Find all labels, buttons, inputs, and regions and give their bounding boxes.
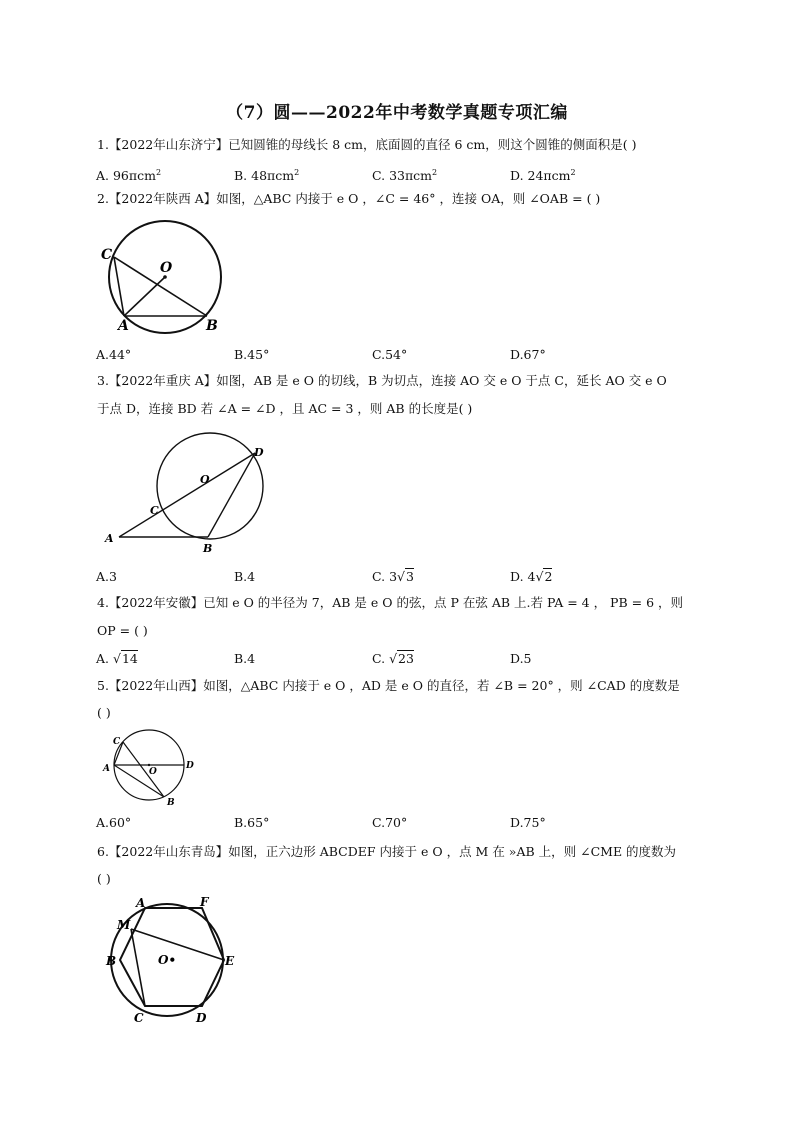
page-title: （7）圆——2022年中考数学真题专项汇编: [226, 103, 568, 123]
q4-option-d: D.5: [510, 651, 532, 666]
q3-circle: [157, 433, 263, 539]
q3-option-d: D. 4√2: [510, 569, 553, 584]
q4-option-c: C. √23: [372, 651, 414, 666]
q6-label-e: E: [225, 954, 235, 968]
q5-segment-cb: [123, 742, 164, 797]
q2-label-a: A: [118, 318, 129, 334]
q1-option-c: C. 33πcm$^2$: [372, 168, 438, 183]
question-5-stem-line-2: ( ): [97, 705, 111, 720]
q6-label-o: O•: [158, 953, 177, 967]
q5-figure: [100, 730, 200, 808]
q6-label-a: A: [136, 896, 146, 910]
q3-segment-ad: [119, 453, 255, 537]
q5-option-d: D.75°: [510, 815, 546, 830]
q5-label-a: A: [103, 764, 110, 774]
q5-label-o: O: [149, 767, 157, 777]
q3-label-d: D: [254, 446, 264, 459]
question-2-stem: 2.【2022年陕西 A】如图，△ABC 内接于 e O ，∠C = 46° ，连接 OA，则 ∠OAB = ( ): [97, 191, 601, 206]
q3-option-c: C. 3√3: [372, 569, 414, 584]
question-1-stem: 1.【2022年山东济宁】已知圆锥的母线长 8 cm，底面圆的直径 6 cm，则这个圆锥的侧面积是( ): [97, 137, 637, 152]
q1-option-d: D. 24πcm$^2$: [510, 168, 576, 183]
q5-center-dot: [148, 764, 150, 766]
q6-label-f: F: [200, 895, 209, 909]
q3-label-b: B: [203, 542, 213, 555]
q3-label-a: A: [105, 532, 114, 545]
q2-label-b: B: [206, 318, 218, 334]
q3-label-o: O: [200, 473, 210, 486]
question-3-stem-line-1: 3.【2022年重庆 A】如图，AB 是 e O 的切线，B 为切点，连接 AO 交 e O 于点 C，延长 AO 交 e O: [97, 373, 667, 388]
q6-label-d: D: [196, 1011, 207, 1025]
question-3-stem-line-2: 于点 D，连接 BD 若 ∠A = ∠D ，且 AC = 3 ，则 AB 的长度是( ): [97, 401, 473, 416]
q5-label-c: C: [113, 737, 121, 747]
q3-segment-bd: [208, 453, 255, 537]
q2-segment-ao: [124, 277, 165, 316]
q3-option-b: B.4: [234, 569, 256, 584]
question-6-stem-line-1: 6.【2022年山东青岛】如图，正六边形 ABCDEF 内接于 e O ，点 M 在 »AB 上，则 ∠CME 的度数为: [97, 844, 677, 859]
question-5-stem-line-1: 5.【2022年山西】如图，△ABC 内接于 e O ，AD 是 e O 的直径，若 ∠B = 20° ，则 ∠CAD 的度数是: [97, 678, 680, 693]
q6-label-b: B: [106, 954, 117, 968]
question-4-stem-line-2: OP = ( ): [97, 623, 148, 638]
question-4-stem-line-1: 4.【2022年安徽】已知 e O 的半径为 7，AB 是 e O 的弦，点 P 在弦 AB 上.若 PA = 4 ， PB = 6 ，则: [97, 595, 683, 610]
q1-option-a: A. 96πcm$^2$: [96, 168, 162, 183]
q6-segment-me: [131, 929, 224, 960]
q2-figure: [96, 220, 246, 338]
q5-label-d: D: [186, 761, 194, 771]
q2-option-c: C.54°: [372, 347, 408, 362]
q3-option-a: A.3: [96, 569, 117, 584]
q6-label-m: M: [117, 918, 131, 932]
q2-label-c: C: [101, 247, 113, 263]
q4-option-a: A. √14: [96, 651, 138, 666]
q5-option-a: A.60°: [96, 815, 132, 830]
q3-label-c: C: [150, 504, 159, 517]
q6-label-c: C: [134, 1011, 144, 1025]
q5-option-b: B.65°: [234, 815, 270, 830]
question-6-stem-line-2: ( ): [97, 871, 111, 886]
q3-figure: [100, 432, 275, 557]
q2-option-b: B.45°: [234, 347, 270, 362]
q1-option-b: B. 48πcm$^2$: [234, 168, 300, 183]
q2-label-o: O: [160, 260, 173, 276]
q5-label-b: B: [167, 798, 175, 808]
q2-option-a: A.44°: [96, 347, 132, 362]
q5-option-c: C.70°: [372, 815, 408, 830]
q2-option-d: D.67°: [510, 347, 546, 362]
q6-figure: [100, 895, 240, 1025]
q4-option-b: B.4: [234, 651, 256, 666]
